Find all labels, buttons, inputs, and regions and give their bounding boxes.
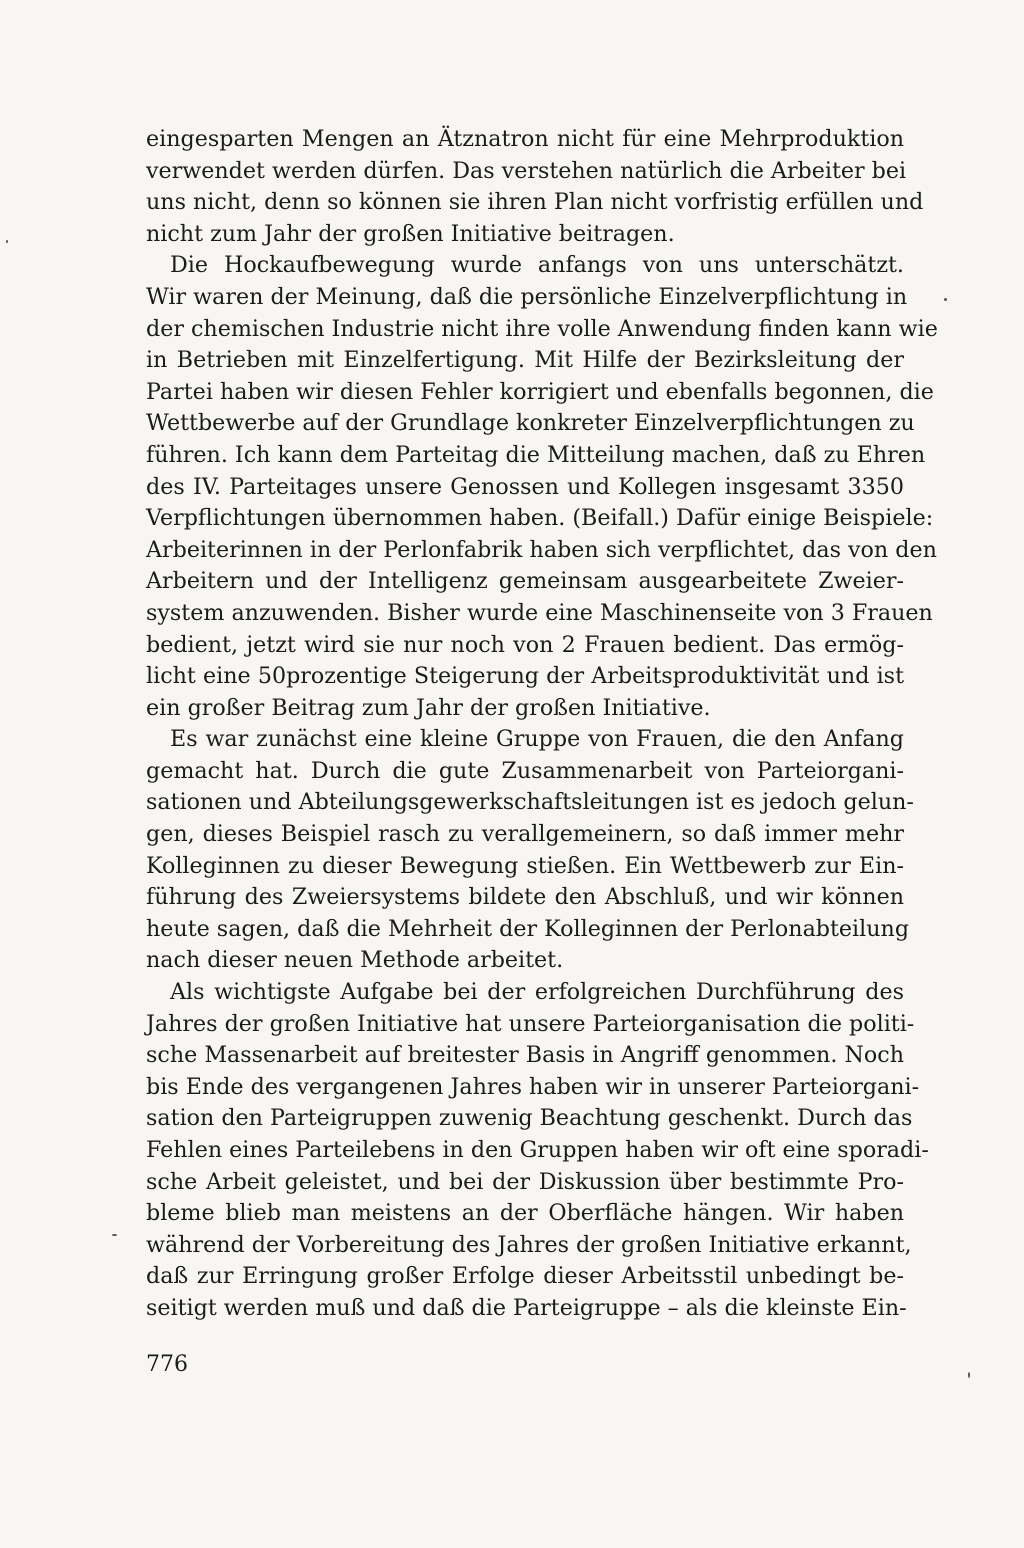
text-line: Wettbewerbe auf der Grundlage konkreter Einzelverpflichtungen zu (146, 410, 915, 437)
text-line: daß zur Erringung großer Erfolge dieser Arbeitsstil unbedingt be- (146, 1263, 904, 1290)
text-line: sationen und Abteilungsgewerkschaftsleitungen ist es jedoch gelun- (146, 789, 914, 816)
text-line: Als wichtigste Aufgabe bei der erfolgreichen Durchführung des (170, 979, 904, 1006)
scan-speck (6, 240, 8, 243)
text-line: seitigt werden muß und daß die Parteigruppe – als die kleinste Ein- (146, 1294, 907, 1321)
text-line: licht eine 50prozentige Steigerung der Arbeitsproduktivität und ist (146, 663, 904, 690)
text-line: der chemischen Industrie nicht ihre volle Anwendung finden kann wie (146, 315, 938, 342)
text-line: heute sagen, daß die Mehrheit der Kolleginnen der Perlonabteilung (146, 915, 910, 942)
text-line: Jahres der großen Initiative hat unsere Parteiorganisation die politi- (146, 1010, 915, 1037)
text-line: sche Arbeit geleistet, und bei der Diskussion über bestimmte Pro- (146, 1168, 904, 1195)
text-line: bedient, jetzt wird sie nur noch von 2 Frauen bedient. Das ermög- (146, 631, 904, 658)
text-line: uns nicht, denn so können sie ihren Plan nicht vorfristig erfüllen und (146, 189, 924, 216)
text-line: Kolleginnen zu dieser Bewegung stießen. Ein Wettbewerb zur Ein- (146, 852, 904, 879)
text-line: Fehlen eines Parteilebens in den Gruppen haben wir oft eine sporadi- (146, 1137, 929, 1163)
paragraph-3 (146, 724, 914, 977)
text-line: sation den Parteigruppen zuwenig Beachtung geschenkt. Durch das (146, 1105, 913, 1132)
text-line: gen, dieses Beispiel rasch zu verallgemeinern, so daß immer mehr (146, 821, 904, 848)
text-line: Arbeitern und der Intelligenz gemeinsam ausgearbeitete Zweier- (146, 568, 904, 595)
text-line: gemacht hat. Durch die gute Zusammenarbeit von Parteiorgani- (146, 757, 904, 784)
page-number: 776 (146, 1352, 188, 1377)
text-line: bleme blieb man meistens an der Oberfläche hängen. Wir haben (146, 1200, 904, 1227)
text-line: eingesparten Mengen an Ätznatron nicht für eine Mehrproduktion (146, 126, 904, 152)
text-line: während der Vorbereitung des Jahres der großen Initiative erkannt, (146, 1231, 912, 1258)
text-line: ein großer Beitrag zum Jahr der großen Initiative. (146, 694, 711, 721)
scan-speck (944, 298, 947, 301)
text-line: verwendet werden dürfen. Das verstehen natürlich die Arbeiter bei (146, 157, 907, 184)
text-line: Wir waren der Meinung, daß die persönliche Einzelverpflichtung in (146, 283, 908, 310)
text-line: führung des Zweiersystems bildete den Abschluß, und wir können (146, 884, 904, 911)
document-body (146, 124, 938, 1325)
text-line: des IV. Parteitages unsere Genossen und Kollegen insgesamt 3350 (146, 473, 904, 500)
paragraph-1 (146, 124, 924, 250)
text-line: Arbeiterinnen in der Perlonfabrik haben sich verpflichtet, das von den (146, 536, 937, 563)
text-line: führen. Ich kann dem Parteitag die Mitteilung machen, daß zu Ehren (146, 441, 926, 468)
paragraph-4 (146, 977, 929, 1325)
text-line: nicht zum Jahr der großen Initiative beitragen. (146, 220, 675, 247)
text-line: nach dieser neuen Methode arbeitet. (146, 947, 564, 974)
text-line: Verpflichtungen übernommen haben. (Beifall.) Dafür einige Beispiele: (146, 505, 934, 532)
text-line: Partei haben wir diesen Fehler korrigiert und ebenfalls begonnen, die (146, 378, 934, 405)
paragraph-2 (146, 250, 938, 724)
text-line: system anzuwenden. Bisher wurde eine Maschinenseite von 3 Frauen (146, 599, 933, 626)
scan-speck (112, 1234, 117, 1236)
text-line: sche Massenarbeit auf breitester Basis in Angriff genommen. Noch (146, 1042, 904, 1069)
scan-speck (968, 1372, 970, 1378)
text-line: Die Hockaufbewegung wurde anfangs von uns unterschätzt. (170, 252, 904, 279)
text-line: Es war zunächst eine kleine Gruppe von Frauen, die den Anfang (170, 726, 904, 753)
text-line: in Betrieben mit Einzelfertigung. Mit Hilfe der Bezirksleitung der (146, 347, 904, 374)
text-line: bis Ende des vergangenen Jahres haben wir in unserer Parteiorgani- (146, 1073, 920, 1100)
